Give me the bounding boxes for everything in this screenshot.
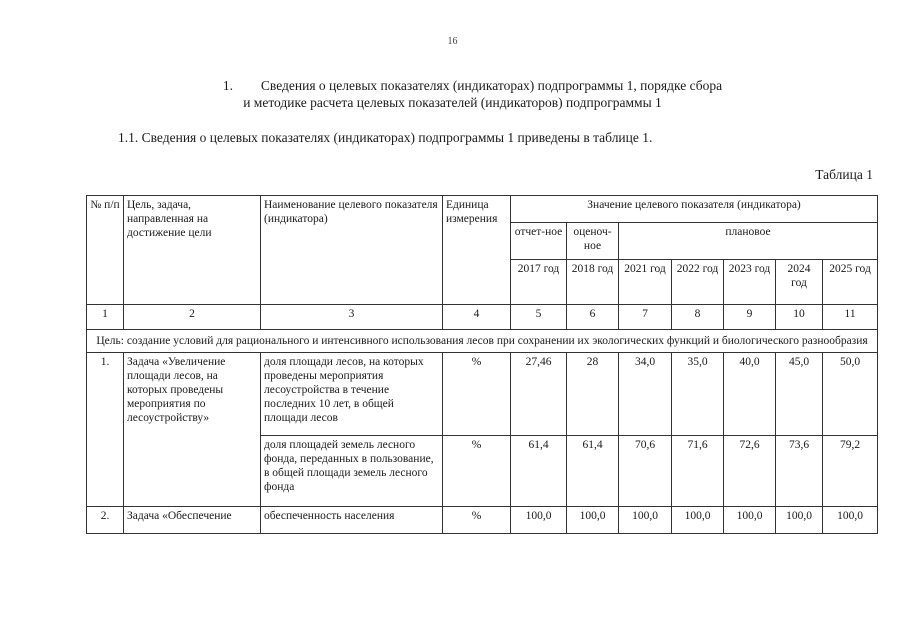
- value-cell: 100,0: [823, 507, 878, 534]
- section-heading: [0, 77, 905, 111]
- header-year: 2024 год: [776, 260, 823, 305]
- header-num: № п/п: [87, 196, 124, 305]
- indicator-name: доля площадей земель лесного фонда, переданных в пользование, в общей площади земель лесного фонда: [261, 436, 443, 507]
- value-cell: 40,0: [724, 353, 776, 436]
- heading-line-2: и методике расчета целевых показателей (индикаторов) подпрограммы 1: [243, 95, 662, 110]
- indicator-unit: %: [443, 507, 511, 534]
- value-cell: 100,0: [511, 507, 567, 534]
- indicator-name: доля площади лесов, на которых проведены мероприятия лесоустройства в течение последних 10 лет, в общей площади лесов: [261, 353, 443, 436]
- goal-row: Цель: создание условий для рационального и интенсивного использования лесов при сохранении их экологических функций и биологического разнообразия: [87, 330, 878, 353]
- header-unit: Единица измерения: [443, 196, 511, 305]
- table-label: Таблица 1: [815, 167, 873, 182]
- column-number: 9: [724, 305, 776, 330]
- task-cell: Задача «Обеспечение: [124, 507, 261, 534]
- value-cell: 79,2: [823, 436, 878, 507]
- heading-line-1: Сведения о целевых показателях (индикаторах) подпрограммы 1, порядке сбора: [260, 78, 723, 93]
- value-cell: 72,6: [724, 436, 776, 507]
- value-cell: 100,0: [776, 507, 823, 534]
- value-cell: 100,0: [619, 507, 672, 534]
- column-number: 1: [87, 305, 124, 330]
- row-number: 2.: [87, 507, 124, 534]
- value-cell: 73,6: [776, 436, 823, 507]
- indicators-table: [86, 195, 878, 534]
- value-cell: 61,4: [567, 436, 619, 507]
- column-number: 7: [619, 305, 672, 330]
- header-estimated: оценоч-ное: [567, 223, 619, 260]
- header-year: 2021 год: [619, 260, 672, 305]
- column-number: 10: [776, 305, 823, 330]
- header-goal: Цель, задача, направленная на достижение цели: [124, 196, 261, 305]
- row-number: 1.: [87, 353, 124, 507]
- header-year: 2023 год: [724, 260, 776, 305]
- value-cell: 34,0: [619, 353, 672, 436]
- value-cell: 35,0: [672, 353, 724, 436]
- indicator-unit: %: [443, 353, 511, 436]
- value-cell: 100,0: [672, 507, 724, 534]
- page-number: 16: [447, 36, 458, 47]
- subsection-heading: 1.1. Сведения о целевых показателях (индикаторах) подпрограммы 1 приведены в таблице 1.: [118, 130, 653, 145]
- header-year: 2025 год: [823, 260, 878, 305]
- column-number: 11: [823, 305, 878, 330]
- value-cell: 100,0: [567, 507, 619, 534]
- value-cell: 70,6: [619, 436, 672, 507]
- column-number: 6: [567, 305, 619, 330]
- header-reported: отчет-ное: [511, 223, 567, 260]
- column-number: 4: [443, 305, 511, 330]
- header-indicator: Наименование целевого показателя (индикатора): [261, 196, 443, 305]
- header-planned: плановое: [619, 223, 878, 260]
- value-cell: 45,0: [776, 353, 823, 436]
- header-value: Значение целевого показателя (индикатора): [511, 196, 878, 223]
- header-year: 2018 год: [567, 260, 619, 305]
- header-year: 2017 год: [511, 260, 567, 305]
- column-number: 5: [511, 305, 567, 330]
- value-cell: 50,0: [823, 353, 878, 436]
- task-cell: Задача «Увеличение площади лесов, на которых проведены мероприятия по лесоустройству»: [124, 353, 261, 507]
- column-number: 2: [124, 305, 261, 330]
- column-number: 3: [261, 305, 443, 330]
- value-cell: 100,0: [724, 507, 776, 534]
- heading-number: 1.: [222, 78, 234, 93]
- value-cell: 71,6: [672, 436, 724, 507]
- header-year: 2022 год: [672, 260, 724, 305]
- column-number: 8: [672, 305, 724, 330]
- indicator-name: обеспеченность населения: [261, 507, 443, 534]
- value-cell: 27,46: [511, 353, 567, 436]
- value-cell: 61,4: [511, 436, 567, 507]
- value-cell: 28: [567, 353, 619, 436]
- indicator-unit: %: [443, 436, 511, 507]
